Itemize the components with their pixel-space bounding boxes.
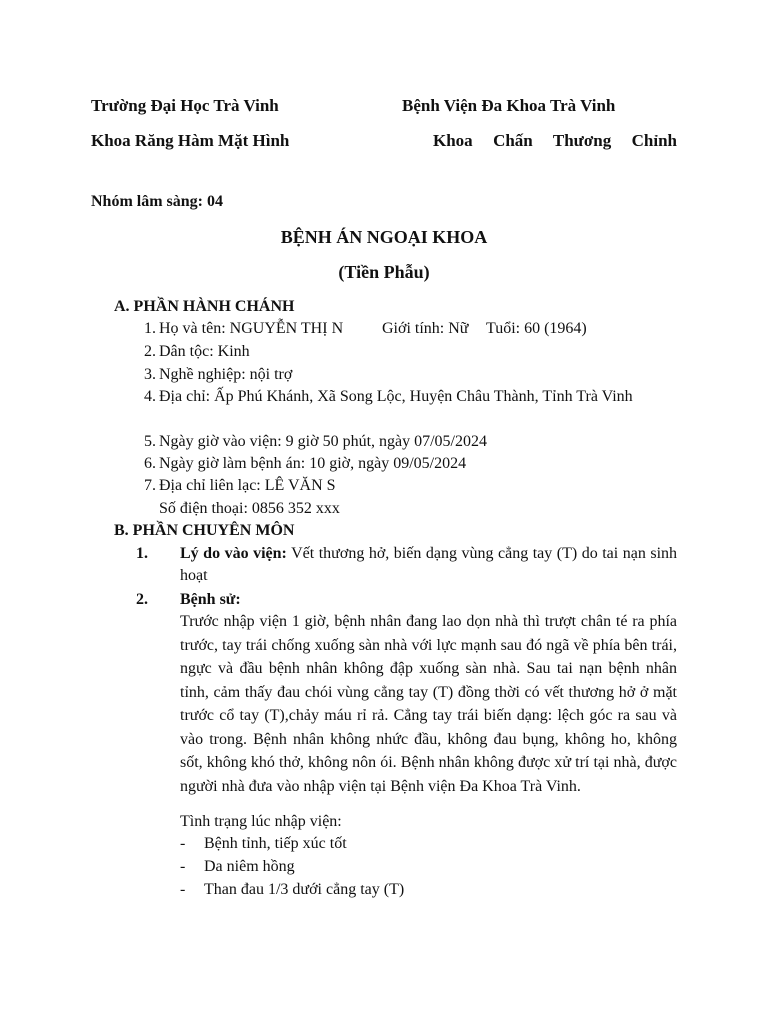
item-number: 7. (144, 477, 156, 494)
university-name: Trường Đại Học Trà Vinh (91, 96, 279, 115)
item-number: 1. (144, 320, 156, 337)
address-field: Địa chỉ: Ấp Phú Khánh, Xã Song Lộc, Huyện Châu Thành, Tỉnh Trà Vinh (159, 388, 633, 405)
gender-field: Giới tính: Nữ (382, 320, 469, 337)
item-number: 6. (144, 455, 156, 472)
document-subtitle: (Tiền Phẫu) (338, 262, 430, 282)
item-number: 4. (144, 388, 156, 405)
admission-status-label: Tình trạng lúc nhập viện: (180, 813, 342, 830)
occupation-field: Nghề nghiệp: nội trợ (159, 366, 293, 383)
phone-field: Số điện thoại: 0856 352 xxx (159, 500, 340, 517)
hospital-name: Bệnh Viện Đa Khoa Trà Vinh (402, 96, 616, 115)
history-label: Bệnh sử: (180, 591, 241, 608)
admission-reason-label: Lý do vào viện: (180, 545, 287, 562)
document-title: BỆNH ÁN NGOẠI KHOA (280, 227, 488, 247)
patient-name-field: Họ và tên: NGUYỄN THỊ N (159, 320, 344, 337)
clinical-group: Nhóm lâm sàng: 04 (91, 193, 224, 210)
item-number: 1. (136, 545, 148, 562)
department-name: Khoa Chấn Thương Chỉnh (433, 131, 677, 150)
section-b-heading: B. PHẦN CHUYÊN MÔN (114, 522, 295, 539)
status-item: Da niêm hồng (204, 858, 295, 875)
bullet-dash: - (180, 835, 186, 852)
admission-reason-text: Vết thương hở, biến dạng vùng cẳng tay (T) do tai nạn sinh hoạt (180, 545, 678, 584)
admission-time-field: Ngày giờ vào viện: 9 giờ 50 phút, ngày 07/05/2024 (159, 433, 487, 450)
age-field: Tuổi: 60 (1964) (486, 320, 587, 337)
status-item: Bệnh tỉnh, tiếp xúc tốt (204, 835, 347, 852)
contact-field: Địa chỉ liên lạc: LÊ VĂN S (159, 477, 336, 494)
item-number: 2. (144, 343, 156, 360)
section-a-heading: A. PHẦN HÀNH CHÁNH (114, 298, 295, 315)
bullet-dash: - (180, 858, 186, 875)
faculty-name: Khoa Răng Hàm Mặt Hình (91, 131, 290, 150)
admission-reason (180, 543, 677, 587)
record-time-field: Ngày giờ làm bệnh án: 10 giờ, ngày 09/05/2024 (159, 455, 467, 472)
item-number: 2. (136, 591, 148, 608)
status-item: Than đau 1/3 dưới cẳng tay (T) (204, 881, 405, 898)
item-number: 5. (144, 433, 156, 450)
item-number: 3. (144, 366, 156, 383)
bullet-dash: - (180, 881, 186, 898)
history-paragraph: Trước nhập viện 1 giờ, bệnh nhân đang lao dọn nhà thì trượt chân té ra phía trước, tay trái chống xuống sàn nhà với lực mạnh sau đó ngã về phía bên trái, ngực và đầu bệnh nhân không đập xuống sàn nhà. Sau tai nạn bệnh nhân tỉnh, cảm thấy đau chói vùng cẳng tay (T) đồng thời có vết thương hở ở mặt trước cổ tay (T),chảy máu rỉ rả. Cẳng tay trái biến dạng: lệch góc ra sau và vào trong. Bệnh nhân không nhức đầu, không đau bụng, không ho, không sốt, không khó thở, không nôn ói. Bệnh nhân không được xử trí tại nhà, được người nhà đưa vào nhập viện tại Bệnh viện Đa Khoa Trà Vinh. (180, 613, 677, 795)
ethnicity-field: Dân tộc: Kinh (159, 343, 250, 360)
